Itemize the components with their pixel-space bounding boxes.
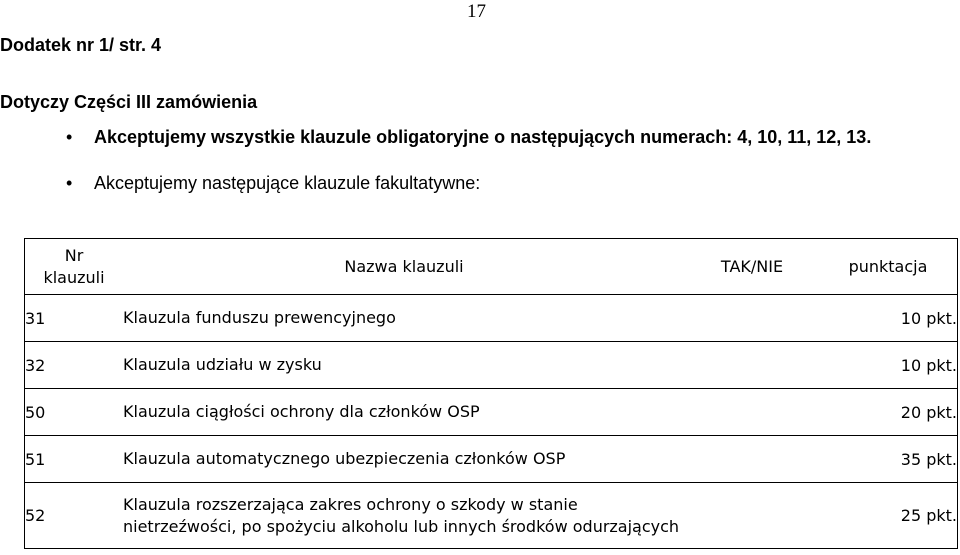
row-name: Klauzula rozszerzająca zakres ochrony o szkody w stanie nietrzeźwości, po spożyciu alkoholu lub innych środków odurzających bbox=[123, 483, 685, 549]
header-nr-line1: Nr bbox=[64, 245, 84, 265]
row-tak-nie[interactable] bbox=[685, 436, 819, 483]
row-punktacja: 35 pkt. bbox=[819, 436, 958, 483]
row-name: Klauzula udziału w zysku bbox=[123, 342, 685, 389]
page-number: 17 bbox=[467, 1, 486, 22]
table-row bbox=[25, 389, 958, 436]
header-name: Nazwa klauzuli bbox=[123, 239, 685, 295]
header-nr-line2: klauzuli bbox=[43, 267, 105, 287]
bullet-item-optional bbox=[0, 172, 954, 195]
bullet-item-obligatory bbox=[0, 126, 954, 149]
row-name: Klauzula ciągłości ochrony dla członków OSP bbox=[123, 389, 685, 436]
row-punktacja: 25 pkt. bbox=[819, 483, 958, 549]
row-tak-nie[interactable] bbox=[685, 389, 819, 436]
row-nr: 50 bbox=[25, 389, 124, 436]
row-name: Klauzula automatycznego ubezpieczenia członków OSP bbox=[123, 436, 685, 483]
row-punktacja: 20 pkt. bbox=[819, 389, 958, 436]
bullet-list bbox=[0, 126, 954, 195]
row-nr: 52 bbox=[25, 483, 124, 549]
header-nr bbox=[25, 239, 124, 295]
row-nr: 32 bbox=[25, 342, 124, 389]
row-nr: 31 bbox=[25, 295, 124, 342]
row-nr: 51 bbox=[25, 436, 124, 483]
table-row bbox=[25, 436, 958, 483]
row-punktacja: 10 pkt. bbox=[819, 342, 958, 389]
bullet-dot-icon: • bbox=[66, 173, 73, 193]
table-row bbox=[25, 483, 958, 549]
row-punktacja: 10 pkt. bbox=[819, 295, 958, 342]
row-tak-nie[interactable] bbox=[685, 483, 819, 549]
row-tak-nie[interactable] bbox=[685, 295, 819, 342]
table-row bbox=[25, 342, 958, 389]
bullet-text: Akceptujemy wszystkie klauzule obligatoryjne o następujących numerach: 4, 10, 11, 12, 13. bbox=[94, 127, 872, 147]
header-tak-nie: TAK/NIE bbox=[685, 239, 819, 295]
table-row bbox=[25, 295, 958, 342]
header-punktacja: punktacja bbox=[819, 239, 958, 295]
row-name: Klauzula funduszu prewencyjnego bbox=[123, 295, 685, 342]
clauses-table bbox=[24, 238, 958, 549]
table-header-row bbox=[25, 239, 958, 295]
section-title: Dotyczy Części III zamówienia bbox=[0, 92, 258, 112]
bullet-dot-icon: • bbox=[66, 127, 73, 147]
document-subtitle: Dodatek nr 1/ str. 4 bbox=[0, 35, 162, 55]
row-tak-nie[interactable] bbox=[685, 342, 819, 389]
bullet-text: Akceptujemy następujące klauzule fakultatywne: bbox=[94, 173, 481, 193]
